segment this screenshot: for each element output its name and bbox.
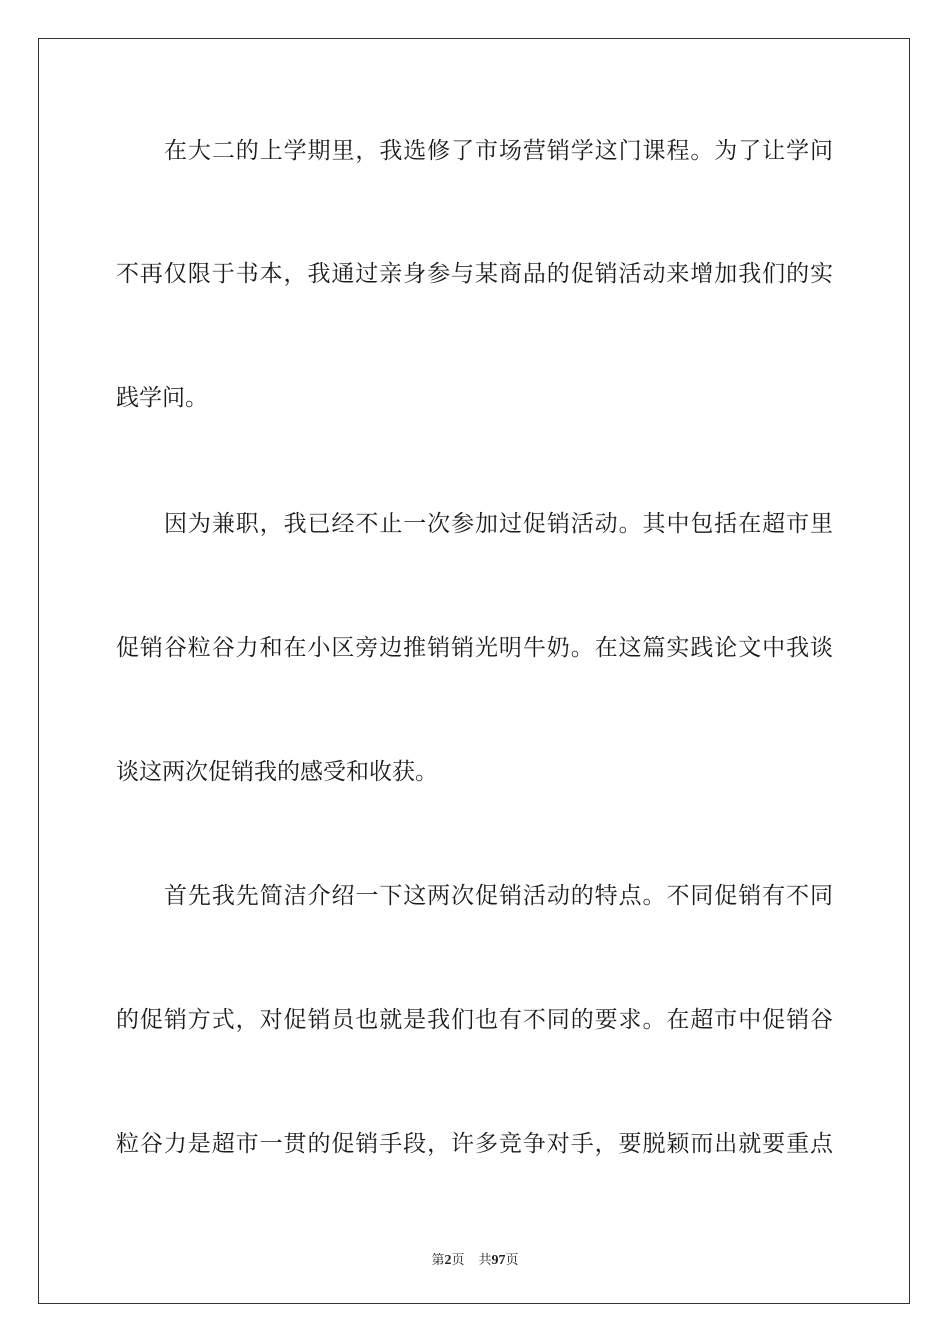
page-footer — [0, 1249, 950, 1269]
paragraph-1-line-1: 在大二的上学期里，我选修了市场营销学这门课程。为了让学问 — [164, 138, 833, 164]
paragraph-2-line-2: 促销谷粒谷力和在小区旁边推销销光明牛奶。在这篇实践论文中我谈 — [116, 635, 833, 661]
paragraph-3-line-3: 粒谷力是超市一贯的促销手段，许多竞争对手，要脱颖而出就要重点 — [116, 1131, 833, 1157]
paragraph-1-line-3: 践学问。 — [116, 385, 208, 411]
total-prefix: 共 — [478, 1253, 492, 1268]
total-unit: 页 — [505, 1253, 519, 1268]
page-border — [38, 38, 910, 1304]
paragraph-3-line-1: 首先我先简洁介绍一下这两次促销活动的特点。不同促销有不同 — [164, 883, 833, 909]
page-prefix: 第 — [431, 1253, 445, 1268]
paragraph-1-line-2: 不再仅限于书本，我通过亲身参与某商品的促销活动来增加我们的实 — [116, 261, 833, 287]
total-page-count: 97 — [491, 1253, 506, 1268]
page-unit: 页 — [451, 1253, 465, 1268]
paragraph-3-line-2: 的促销方式，对促销员也就是我们也有不同的要求。在超市中促销谷 — [116, 1007, 833, 1033]
current-page-number: 2 — [444, 1253, 452, 1268]
paragraph-2-line-1: 因为兼职，我已经不止一次参加过促销活动。其中包括在超市里 — [164, 511, 833, 537]
paragraph-2-line-3: 谈这两次促销我的感受和收获。 — [116, 759, 438, 785]
